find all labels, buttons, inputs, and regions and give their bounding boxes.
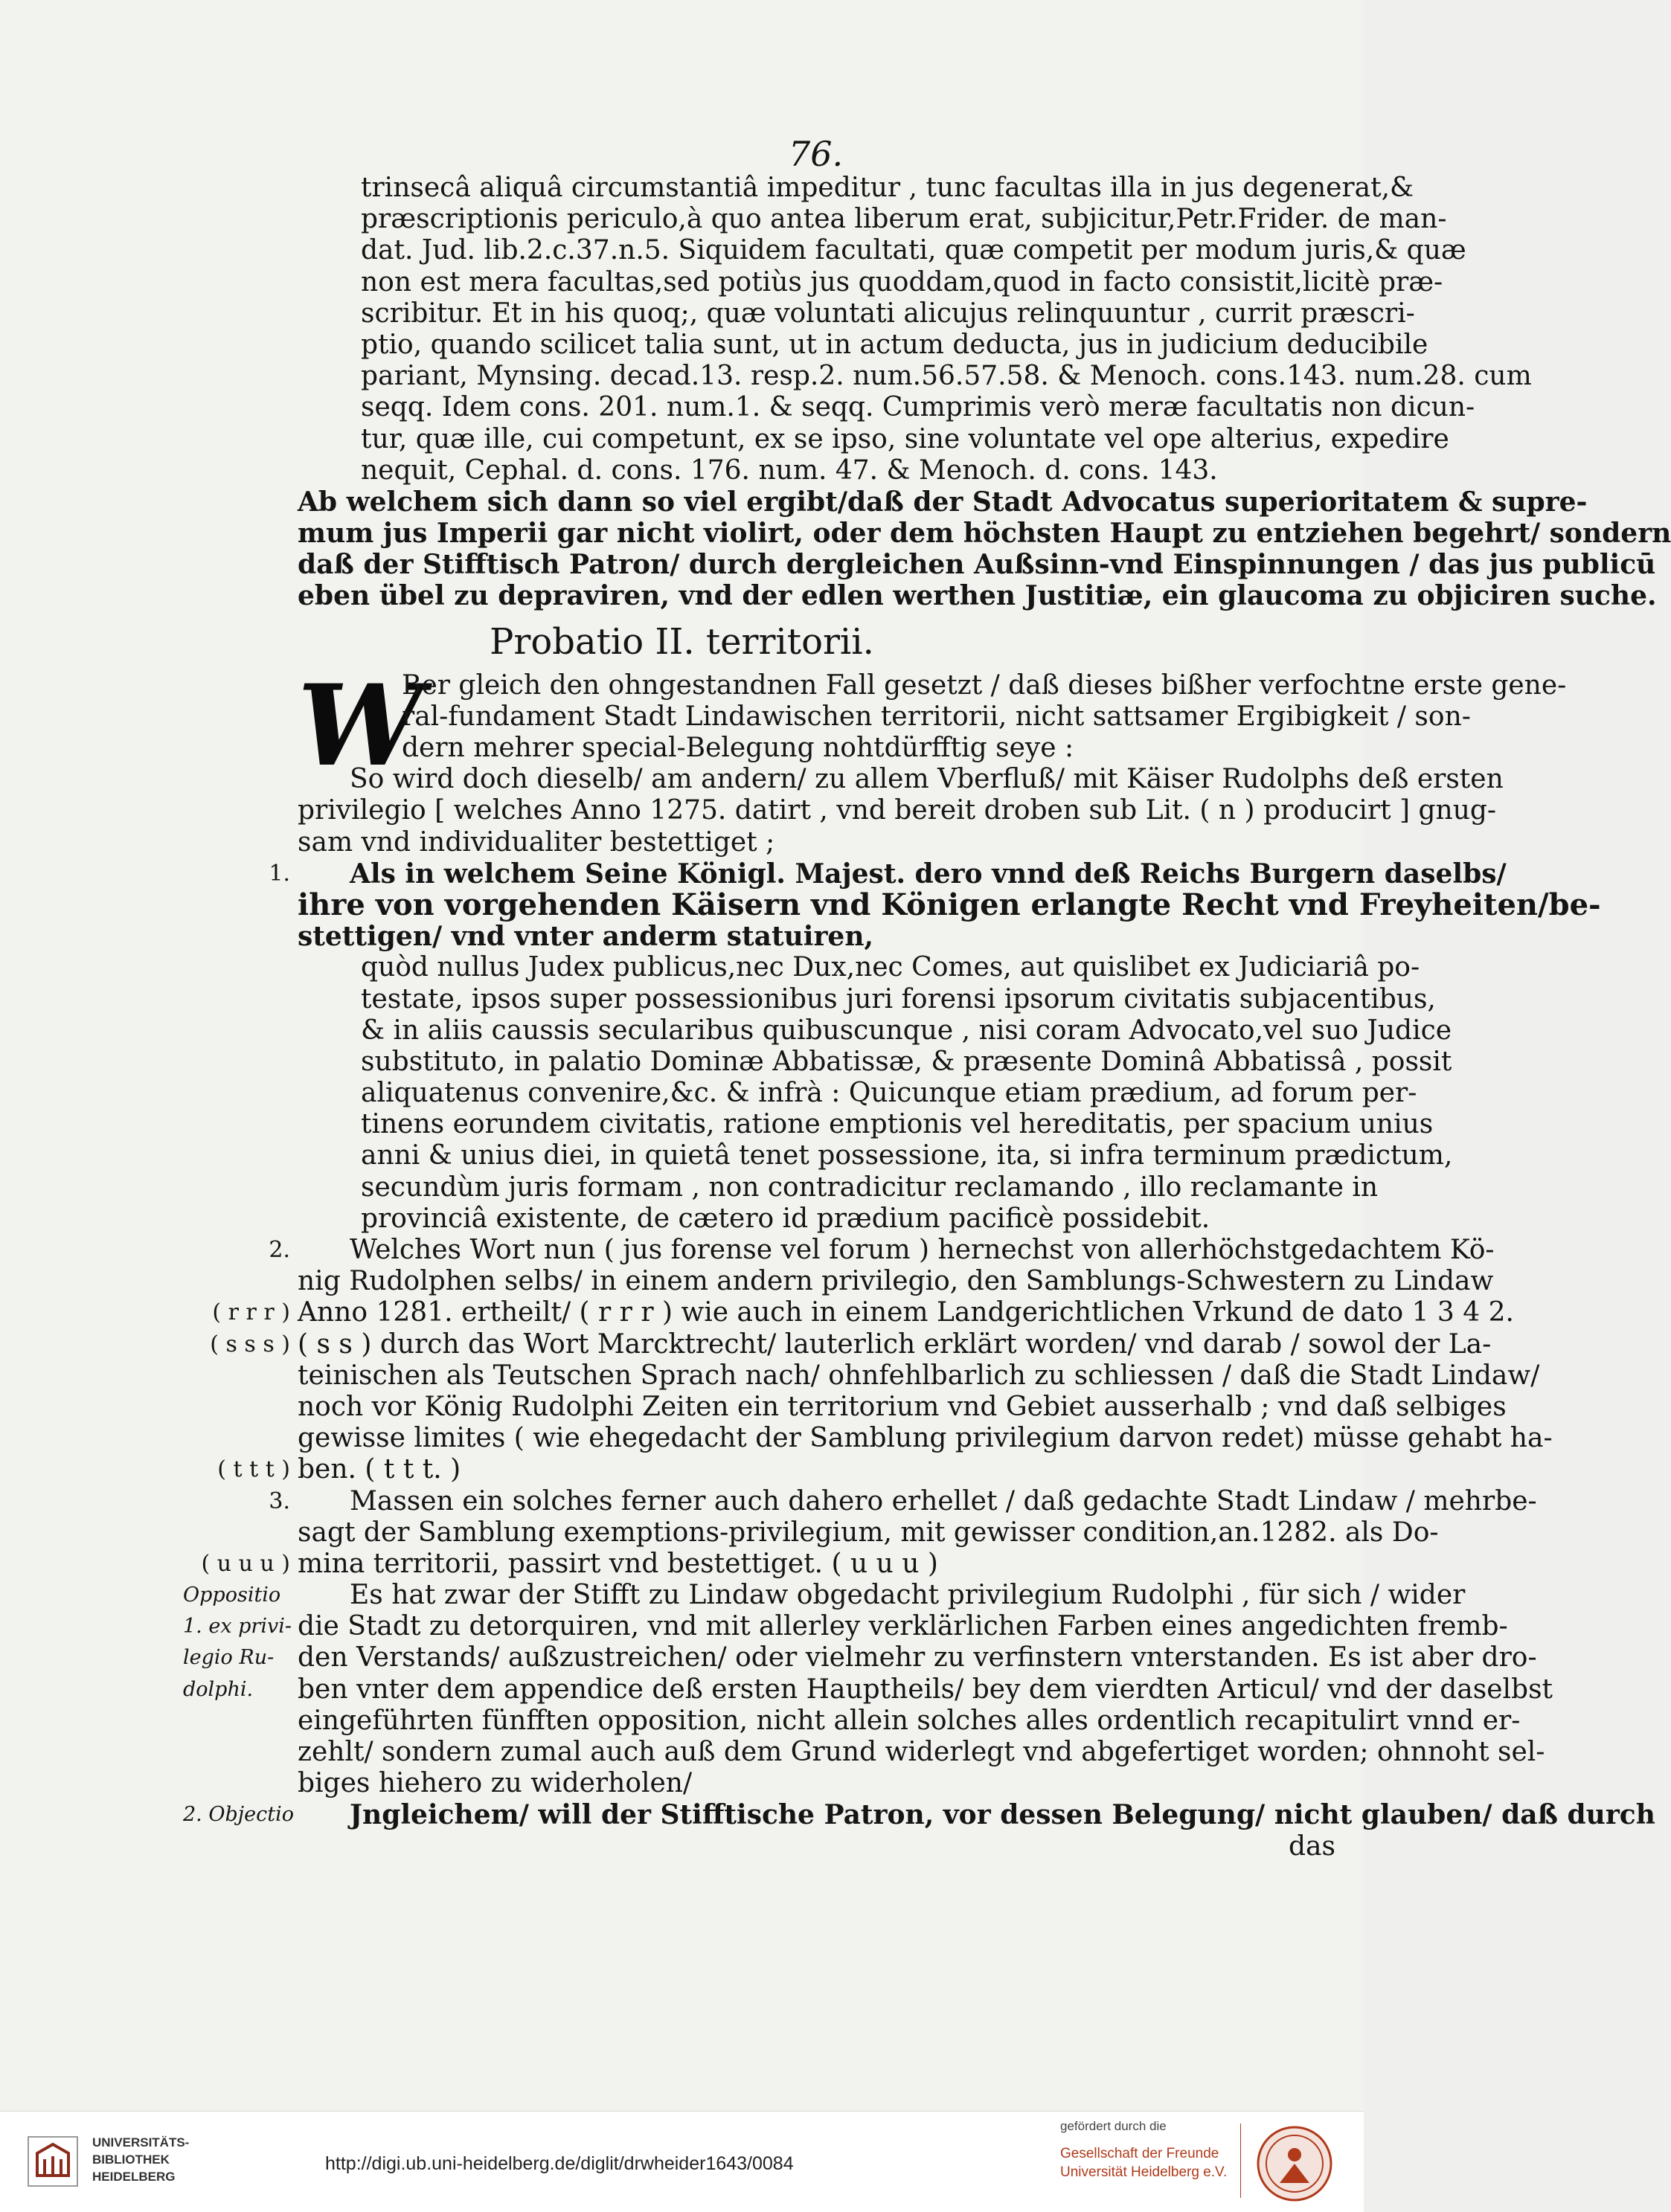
permalink-url[interactable]: http://digi.ub.uni-heidelberg.de/diglit/drwheider1643/0084: [325, 2153, 794, 2174]
text-line-content: præscriptionis periculo,à quo antea liberum erat, subjicitur,Petr.Frider. de man-: [361, 204, 1447, 235]
text-line-content: daß der Stifftisch Patron/ durch dergleichen Außsinn-vnd Einspinnungen / das jus publicū: [298, 549, 1656, 581]
text-line-content: sam vnd individualiter bestettiget ;: [298, 826, 775, 858]
text-line: [0, 1517, 1439, 1549]
text-line: [0, 173, 1414, 204]
text-line: [0, 1799, 1655, 1831]
text-line-content: anni & unius diei, in quietâ tenet possessione, ita, si infra terminum prædictum,: [361, 1140, 1453, 1171]
text-line: [0, 518, 1671, 550]
text-line-content: quòd nullus Judex publicus,nec Dux,nec Comes, aut quislibet ex Judiciariâ po-: [361, 952, 1420, 983]
text-line: [0, 423, 1449, 455]
library-name: [92, 2134, 189, 2185]
margin-note: ( s s s ): [210, 1331, 290, 1357]
text-line: [0, 1423, 1553, 1454]
text-line: [0, 1454, 1364, 1485]
text-line: [0, 983, 1436, 1015]
text-line-content: ben. ( t t t. ): [298, 1454, 461, 1485]
margin-note: 2.: [269, 1237, 290, 1263]
text-line-content: substituto, in palatio Dominæ Abbatissæ, & præsente Dominâ Abbatissâ , possit: [361, 1046, 1452, 1077]
text-line-content: provinciâ existente, de cætero id prædium pacificè possidebit.: [361, 1203, 1210, 1234]
text-line: [0, 795, 1497, 826]
text-line: [0, 1642, 1537, 1674]
text-line: [0, 1297, 1514, 1328]
viewer-footer: [0, 2111, 1364, 2212]
text-line: [0, 1171, 1379, 1203]
text-line: [0, 1485, 1537, 1517]
text-line: [0, 235, 1466, 266]
text-line-content: So wird doch dieselb/ am andern/ zu allem Vberfluß/ mit Käiser Rudolphs deß ersten: [350, 764, 1504, 795]
text-line-content: nequit, Cephal. d. cons. 176. num. 47. & Menoch. d. cons. 143.: [361, 454, 1218, 486]
text-line-content: ral-fundament Stadt Lindawischen territorii, nicht sattsamer Ergibigkeit / son-: [402, 701, 1471, 732]
text-line: [0, 1078, 1417, 1109]
text-line-content: dat. Jud. lib.2.c.37.n.5. Siquidem facultati, quæ competit per modum juris,& quæ: [361, 235, 1466, 266]
text-line: [0, 887, 1601, 922]
text-line-content: eingeführten fünfften opposition, nicht allein solches alles ordentlich recapitulirt vnnd er-: [298, 1705, 1521, 1736]
text-line: [0, 1705, 1521, 1737]
text-line: [0, 361, 1532, 392]
text-line: [0, 204, 1447, 235]
text-line-content: Es hat zwar der Stifft zu Lindaw obgedacht privilegium Rudolphi , für sich / wider: [350, 1580, 1466, 1611]
text-line-content: testate, ipsos super possessionibus juri forensi ipsorum civitatis subjacentibus,: [361, 983, 1436, 1015]
text-line: [0, 1580, 1466, 1611]
text-line-content: secundùm juris formam , non contradicitur reclamando , illo reclamante in: [361, 1171, 1379, 1203]
text-line-content: scribitur. Et in his quoq;, quæ voluntati alicujus relinquuntur , currit præscri-: [361, 298, 1415, 329]
text-line: [0, 392, 1475, 423]
university-library-logo-icon: [27, 2135, 79, 2187]
text-line: [0, 1328, 1492, 1360]
text-line: [0, 298, 1415, 329]
text-line: [0, 1203, 1364, 1235]
text-line-content: ptio, quando scilicet talia sunt, ut in actum deducta, jus in judicium deducibile: [361, 329, 1428, 360]
text-line: [0, 1109, 1434, 1140]
margin-note: ( t t t ): [217, 1456, 290, 1483]
text-line: [0, 1549, 1364, 1580]
text-line: [0, 329, 1428, 361]
text-line: [0, 952, 1420, 983]
margin-note: 3.: [269, 1488, 290, 1514]
library-name-line: UNIVERSITÄTS-: [92, 2135, 190, 2150]
text-line-content: mum jus Imperii gar nicht violirt, oder dem höchsten Haupt zu entziehen begehrt/ sondern: [298, 518, 1671, 550]
text-line: [0, 1391, 1507, 1423]
university-seal-icon: [1256, 2125, 1333, 2202]
text-line: [0, 921, 1364, 952]
text-line: [0, 580, 1657, 612]
text-line-content: teinischen als Teutschen Sprach nach/ ohnfehlbarlich zu schliessen / daß die Stadt Lindaw/: [298, 1360, 1540, 1391]
text-line: [0, 1831, 1364, 1862]
text-line: [0, 827, 1364, 858]
text-line: [0, 486, 1588, 518]
sponsor-name-line: Gesellschaft der Freunde: [1060, 2146, 1219, 2161]
text-line-content: eben übel zu depraviren, vnd der edlen werthen Justitiæ, ein glaucoma zu objiciren suche.: [298, 580, 1657, 612]
margin-note: dolphi.: [183, 1677, 254, 1701]
margin-note: 1. ex privi-: [183, 1615, 292, 1639]
footer-divider: [1240, 2123, 1241, 2198]
text-line-content: Ab welchem sich dann so viel ergibt/daß der Stadt Advocatus superioritatem & supre-: [298, 486, 1588, 518]
text-line: [0, 1360, 1540, 1392]
margin-note: ( r r r ): [212, 1299, 290, 1326]
text-line-content: ihre von vorgehenden Käisern vnd Königen erlangte Recht vnd Freyheiten/be-: [298, 887, 1601, 922]
text-line: [0, 549, 1656, 581]
margin-note: 2. Objectio: [183, 1803, 294, 1827]
text-line-content: pariant, Mynsing. decad.13. resp.2. num.56.57.58. & Menoch. cons.143. num.28. cum: [361, 361, 1532, 392]
text-line-content: noch vor König Rudolphi Zeiten ein territorium vnd Gebiet ausserhalb ; vnd daß selbiges: [298, 1391, 1507, 1422]
library-name-line: HEIDELBERG: [92, 2170, 176, 2184]
text-line-content: den Verstands/ außzustreichen/ oder vielmehr zu verfinstern vnterstanden. Es ist aber dro-: [298, 1642, 1537, 1674]
text-line-content: sagt der Samblung exemptions-privilegium, mit gewisser condition,an.1282. als Do-: [298, 1517, 1439, 1548]
margin-note: Oppositio: [183, 1584, 281, 1607]
text-line-content: Welches Wort nun ( jus forense vel forum ) hernechst von allerhöchstgedachtem Kö-: [350, 1235, 1495, 1265]
text-line-content: Ber gleich den ohngestandnen Fall gesetzt / daß dieses bißher verfochtne erste gene-: [402, 669, 1567, 701]
text-line-content: non est mera facultas,sed potiùs jus quoddam,quod in facto consistit,licitè præ-: [361, 266, 1443, 298]
margin-note: legio Ru-: [183, 1646, 275, 1670]
text-line: [0, 1737, 1545, 1768]
text-line: [0, 764, 1504, 795]
sponsor-name-line: Universität Heidelberg e.V.: [1060, 2164, 1228, 2180]
page-number: 76.: [789, 134, 844, 174]
text-line-content: ben vnter dem appendice deß ersten Hauptheils/ bey dem vierdten Articul/ vnd der daselbst: [298, 1674, 1553, 1705]
text-line: [0, 1015, 1452, 1046]
text-line: [0, 858, 1507, 890]
text-line-content: biges hiehero zu widerholen/: [298, 1768, 693, 1799]
text-line-content: ( s s ) durch das Wort Marcktrecht/ lauterlich erklärt worden/ vnd darab / sowol der La-: [298, 1328, 1492, 1360]
text-line: [0, 1674, 1553, 1705]
text-line-content: Massen ein solches ferner auch dahero erhellet / daß gedachte Stadt Lindaw / mehrbe-: [350, 1485, 1537, 1517]
text-line: [0, 733, 1364, 764]
text-line-content: gewisse limites ( wie ehegedacht der Samblung privilegium darvon redet) müsse gehabt ha-: [298, 1423, 1553, 1454]
section-heading: [0, 612, 1364, 670]
text-line: [0, 669, 1567, 701]
text-line-content: die Stadt zu detorquiren, vnd mit allerley verklärlichen Farben eines angedichten fremb-: [298, 1611, 1508, 1642]
text-line-content: zehlt/ sondern zumal auch auß dem Grund widerlegt vnd abgefertiget worden; ohnnoht sel-: [298, 1737, 1545, 1767]
text-line: [0, 1611, 1508, 1642]
text-line-content: dern mehrer special-Belegung nohtdürfftig seye :: [402, 733, 1074, 763]
text-line: [0, 1768, 1364, 1799]
library-name-line: BIBLIOTHEK: [92, 2152, 170, 2167]
section-body: [0, 660, 1655, 1862]
page-body: [0, 173, 1671, 1862]
text-line-content: das: [1289, 1830, 1335, 1862]
text-line-content: tur, quæ ille, cui competunt, ex se ipso, sine voluntate vel ope alterius, expedire: [361, 423, 1449, 454]
text-line-content: & in aliis caussis secularibus quibuscunque , nisi coram Advocato,vel suo Judice: [361, 1015, 1452, 1046]
section-heading-text: Probatio II. territorii.: [490, 620, 874, 663]
margin-note: 1.: [269, 860, 290, 887]
margin-note: ( u u u ): [201, 1550, 290, 1577]
text-line-content: Als in welchem Seine Königl. Majest. dero vnnd deß Reichs Burgern daselbs/: [350, 858, 1507, 890]
text-line-content: trinsecâ aliquâ circumstantiâ impeditur , tunc facultas illa in jus degenerat,&: [361, 173, 1414, 203]
text-line: [0, 701, 1471, 733]
text-line-content: seqq. Idem cons. 201. num.1. & seqq. Cumprimis verò meræ facultatis non dicun-: [361, 392, 1475, 423]
text-line: [0, 1266, 1494, 1297]
text-line: [0, 1046, 1452, 1078]
sponsor-label: gefördert durch die: [1060, 2119, 1167, 2133]
text-line-content: mina territorii, passirt vnd bestettiget. ( u u u ): [298, 1548, 938, 1579]
text-line-content: nig Rudolphen selbs/ in einem andern privilegio, den Samblungs-Schwestern zu Lindaw: [298, 1266, 1494, 1297]
text-line-content: stettigen/ vnd vnter anderm statuiren,: [298, 921, 874, 953]
ornamental-initial-icon: W: [298, 660, 423, 791]
text-line-content: tinens eorundem civitatis, ratione emptionis vel hereditatis, per spacium unius: [361, 1109, 1434, 1140]
sponsor-name[interactable]: [1060, 2144, 1227, 2182]
text-line: [0, 266, 1443, 298]
text-line: [0, 1140, 1453, 1171]
text-line-content: aliquatenus convenire,&c. & infrà : Quicunque etiam prædium, ad forum per-: [361, 1078, 1417, 1109]
text-line-content: Anno 1281. ertheilt/ ( r r r ) wie auch in einem Landgerichtlichen Vrkund de dato 1 3 4 2.: [298, 1297, 1514, 1328]
text-line: [0, 1235, 1495, 1266]
text-line-content: Jngleichem/ will der Stifftische Patron, vor dessen Belegung/ nicht glauben/ daß durch: [350, 1799, 1655, 1831]
text-line: [0, 455, 1364, 486]
text-line-content: privilegio [ welches Anno 1275. datirt , vnd bereit droben sub Lit. ( n ) producirt ] gnug-: [298, 795, 1497, 826]
